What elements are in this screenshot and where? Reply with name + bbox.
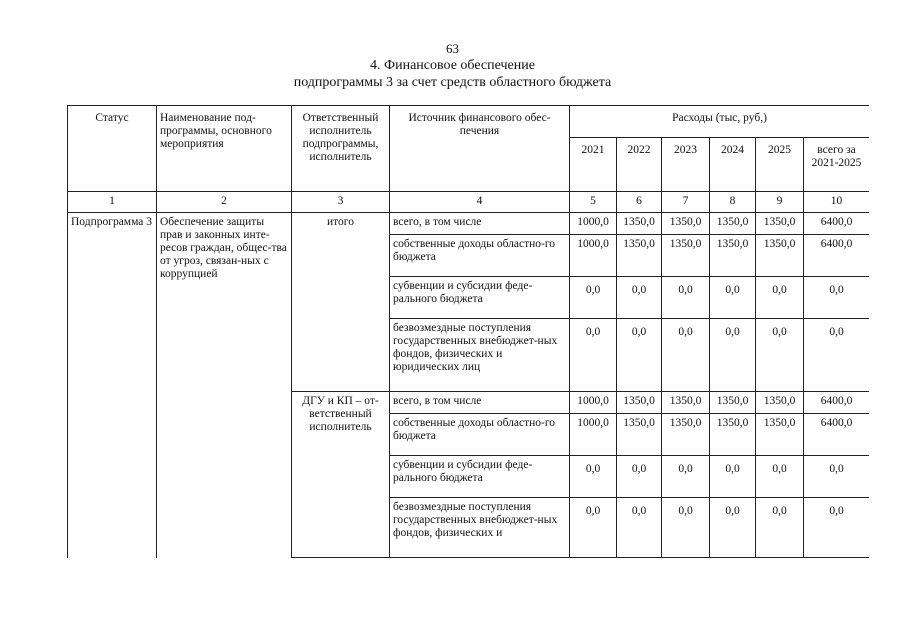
- column-number: 2: [157, 192, 292, 213]
- executor-cell: итого: [292, 213, 390, 392]
- column-number: 5: [570, 192, 617, 213]
- value-cell: 0,0: [756, 456, 804, 498]
- header-year: 2023: [662, 138, 710, 192]
- value-cell: 0,0: [756, 277, 804, 319]
- header-total: всего за 2021-2025: [804, 138, 870, 192]
- value-cell: 0,0: [662, 277, 710, 319]
- value-cell: 0,0: [804, 456, 870, 498]
- value-cell: 6400,0: [804, 392, 870, 414]
- value-cell: 1350,0: [756, 235, 804, 277]
- value-cell: 0,0: [804, 319, 870, 392]
- section-title: [0, 57, 905, 91]
- value-cell: 1350,0: [710, 235, 756, 277]
- value-cell: 0,0: [617, 277, 662, 319]
- value-cell: 0,0: [662, 498, 710, 558]
- value-cell: 0,0: [617, 456, 662, 498]
- value-cell: 6400,0: [804, 235, 870, 277]
- value-cell: 1000,0: [570, 414, 617, 456]
- header-expenses: Расходы (тыс, руб,): [570, 106, 870, 138]
- source-cell: безвозмездные поступления государственных внебюджет-ных фондов, физических и юридических лиц: [390, 319, 570, 392]
- value-cell: 1350,0: [617, 213, 662, 235]
- value-cell: 1000,0: [570, 213, 617, 235]
- column-number: 7: [662, 192, 710, 213]
- title-line-2: подпрограммы 3 за счет средств областного бюджета: [293, 75, 612, 90]
- value-cell: 0,0: [710, 277, 756, 319]
- column-number: 3: [292, 192, 390, 213]
- value-cell: 0,0: [756, 498, 804, 558]
- value-cell: 0,0: [662, 319, 710, 392]
- source-cell: всего, в том числе: [390, 213, 570, 235]
- value-cell: 1000,0: [570, 235, 617, 277]
- header-source: Источник финансового обес-печения: [390, 106, 570, 192]
- program-name-cell: Обеспечение защиты прав и законных инте-ресов граждан, общес-тва от угроз, связан-ных с коррупцией: [157, 213, 292, 558]
- value-cell: 1350,0: [710, 213, 756, 235]
- header-name: Наименование под-программы, основного мероприятия: [157, 106, 292, 192]
- value-cell: 0,0: [570, 456, 617, 498]
- value-cell: 1350,0: [617, 392, 662, 414]
- value-cell: 0,0: [570, 277, 617, 319]
- source-cell: собственные доходы областно-го бюджета: [390, 414, 570, 456]
- finance-table-container: [67, 105, 869, 571]
- value-cell: 1000,0: [570, 392, 617, 414]
- title-line-1: 4. Финансовое обеспечение: [370, 58, 535, 73]
- value-cell: 0,0: [804, 498, 870, 558]
- source-cell: всего, в том числе: [390, 392, 570, 414]
- column-number-row: [68, 192, 870, 213]
- header-status: Статус: [68, 106, 157, 192]
- column-number: 4: [390, 192, 570, 213]
- column-number: 6: [617, 192, 662, 213]
- header-year: 2024: [710, 138, 756, 192]
- value-cell: 1350,0: [662, 414, 710, 456]
- value-cell: 0,0: [617, 319, 662, 392]
- value-cell: 6400,0: [804, 213, 870, 235]
- column-number: 10: [804, 192, 870, 213]
- value-cell: 1350,0: [617, 414, 662, 456]
- column-number: 8: [710, 192, 756, 213]
- column-number: 1: [68, 192, 157, 213]
- value-cell: 6400,0: [804, 414, 870, 456]
- source-cell: собственные доходы областно-го бюджета: [390, 235, 570, 277]
- source-cell: безвозмездные поступления государственных внебюджет-ных фондов, физических и: [390, 498, 570, 558]
- value-cell: 1350,0: [756, 213, 804, 235]
- value-cell: 0,0: [617, 498, 662, 558]
- table-row: [68, 213, 870, 235]
- header-year: 2022: [617, 138, 662, 192]
- value-cell: 1350,0: [710, 392, 756, 414]
- value-cell: 1350,0: [756, 392, 804, 414]
- header-year: 2021: [570, 138, 617, 192]
- status-cell: Подпрограмма 3: [68, 213, 157, 558]
- value-cell: 0,0: [710, 498, 756, 558]
- value-cell: 0,0: [662, 456, 710, 498]
- value-cell: 1350,0: [756, 414, 804, 456]
- executor-cell: ДГУ и КП – от-ветственный исполнитель: [292, 392, 390, 558]
- value-cell: 1350,0: [662, 235, 710, 277]
- finance-table: [67, 105, 869, 558]
- value-cell: 1350,0: [662, 213, 710, 235]
- column-number: 9: [756, 192, 804, 213]
- source-cell: субвенции и субсидии феде-рального бюджета: [390, 277, 570, 319]
- header-executor: Ответственный исполнитель подпрограммы, исполнитель: [292, 106, 390, 192]
- value-cell: 0,0: [756, 319, 804, 392]
- value-cell: 1350,0: [710, 414, 756, 456]
- value-cell: 0,0: [570, 498, 617, 558]
- value-cell: 0,0: [710, 456, 756, 498]
- value-cell: 1350,0: [617, 235, 662, 277]
- value-cell: 0,0: [804, 277, 870, 319]
- page-number: 63: [446, 41, 459, 56]
- header-year: 2025: [756, 138, 804, 192]
- value-cell: 0,0: [710, 319, 756, 392]
- source-cell: субвенции и субсидии феде-рального бюджета: [390, 456, 570, 498]
- value-cell: 0,0: [570, 319, 617, 392]
- value-cell: 1350,0: [662, 392, 710, 414]
